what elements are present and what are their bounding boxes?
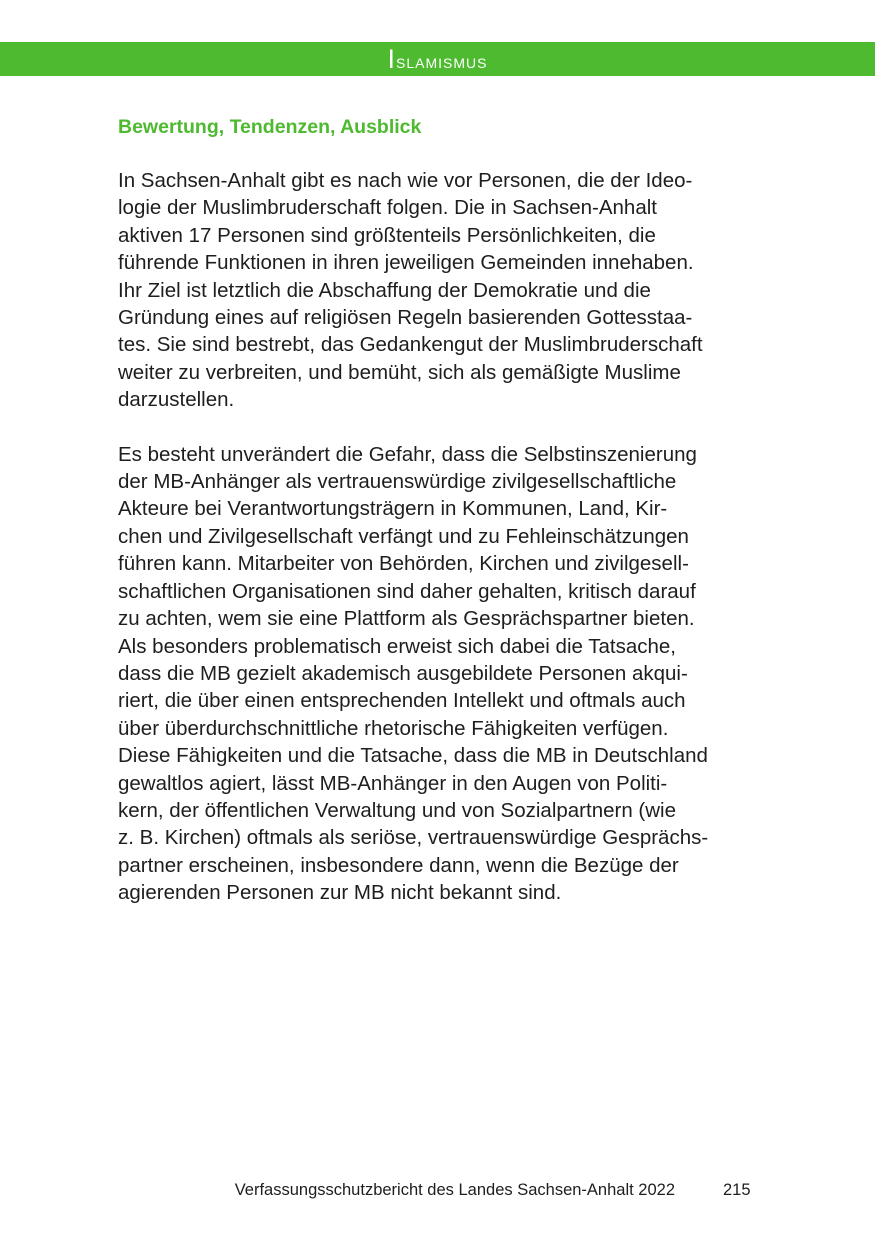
text-line: Als besonders problematisch erweist sich dabei die Tatsache, [118, 634, 676, 658]
text-line: weiter zu verbreiten, und bemüht, sich als gemäßigte Muslime [118, 360, 681, 384]
text-line: z. B. Kirchen) oftmals als seriöse, vertrauenswürdige Gesprächs- [118, 826, 709, 850]
section-heading: Bewertung, Tendenzen, Ausblick [118, 116, 422, 138]
text-line: Gründung eines auf religiösen Regeln basierenden Gottesstaa- [118, 306, 693, 330]
text-line: Akteure bei Verantwortungsträgern in Kommunen, Land, Kir- [118, 497, 668, 521]
text-line: gewaltlos agiert, lässt MB-Anhänger in den Augen von Politi- [118, 771, 668, 795]
chapter-title: Islamismus [387, 44, 488, 74]
text-line: Ihr Ziel ist letztlich die Abschaffung der Demokratie und die [118, 278, 651, 302]
text-line: logie der Muslimbruderschaft folgen. Die in Sachsen-Anhalt [118, 196, 657, 220]
text-line: Es besteht unverändert die Gefahr, dass die Selbstinszenierung [118, 442, 697, 466]
chapter-header-bar [0, 42, 875, 76]
text-line: schaftlichen Organisationen sind daher gehalten, kritisch darauf [118, 579, 696, 603]
text-line: kern, der öffentlichen Verwaltung und von Sozialpartnern (wie [118, 798, 677, 822]
text-line: agierenden Personen zur MB nicht bekannt sind. [118, 881, 562, 905]
page-number: 215 [723, 1181, 751, 1199]
text-line: zu achten, wem sie eine Plattform als Gesprächspartner bieten. [118, 607, 695, 631]
text-line: riert, die über einen entsprechenden Intellekt und oftmals auch [118, 689, 686, 713]
text-line: über überdurchschnittliche rhetorische Fähigkeiten verfügen. [118, 716, 669, 740]
paragraph-1 [118, 167, 758, 414]
text-line: führende Funktionen in ihren jeweiligen Gemeinden innehaben. [118, 251, 694, 275]
paragraph-2 [118, 441, 758, 907]
text-line: führen kann. Mitarbeiter von Behörden, Kirchen und zivilgesell- [118, 552, 689, 576]
text-line: der MB-Anhänger als vertrauenswürdige zivilgesellschaftliche [118, 470, 677, 494]
text-line: In Sachsen-Anhalt gibt es nach wie vor Personen, die der Ideo- [118, 169, 693, 192]
page-footer [0, 1181, 875, 1207]
page-content [118, 114, 758, 934]
text-line: Diese Fähigkeiten und die Tatsache, dass die MB in Deutschland [118, 744, 708, 768]
footer-publication-title: Verfassungsschutzbericht des Landes Sachsen-Anhalt 2022 [234, 1181, 675, 1199]
text-line: tes. Sie sind bestrebt, das Gedankengut der Muslimbruderschaft [118, 333, 703, 357]
text-line: aktiven 17 Personen sind größtenteils Persönlichkeiten, die [118, 223, 656, 247]
text-line: chen und Zivilgesellschaft verfängt und zu Fehleinschätzungen [118, 524, 689, 548]
text-line: dass die MB gezielt akademisch ausgebildete Personen akqui- [118, 661, 688, 685]
text-line: darzustellen. [118, 388, 235, 412]
text-line: partner erscheinen, insbesondere dann, wenn die Bezüge der [118, 853, 679, 877]
